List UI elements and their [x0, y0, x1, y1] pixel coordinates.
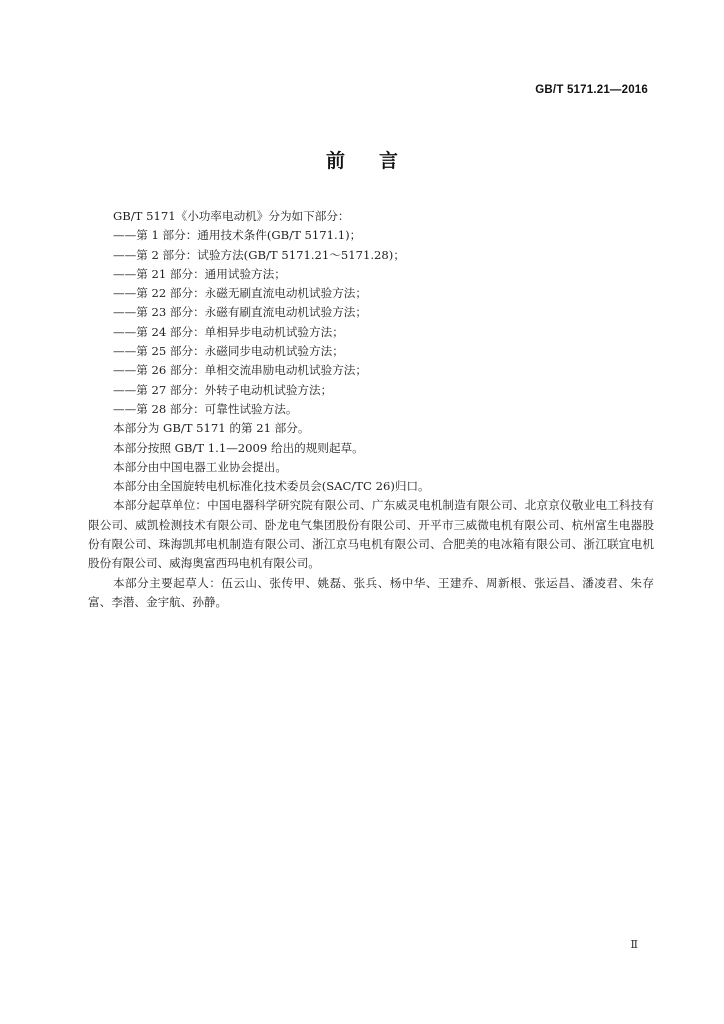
text-line: 本部分由全国旋转电机标准化技术委员会(SAC/TC 26)归口。	[113, 479, 430, 494]
text-line: ——第 21 部分：通用试验方法；	[113, 266, 286, 281]
text-line: ——第 24 部分：单相异步电动机试验方法；	[113, 324, 344, 339]
text-line: ——第 26 部分：单相交流串励电动机试验方法；	[113, 363, 367, 378]
page-title: 前言	[325, 150, 432, 172]
text-line: ——第 22 部分：永磁无刷直流电动机试验方法；	[113, 286, 367, 301]
standard-number-header: GB/T 5171.21—2016	[535, 84, 648, 96]
text-line: ——第 27 部分：外转子电动机试验方法；	[113, 382, 333, 397]
foreword-body	[88, 207, 654, 612]
text-line: ——第 2 部分：试验方法(GB/T 5171.21～5171.28)；	[113, 247, 405, 262]
text-line: 本部分为 GB/T 5171 的第 21 部分。	[113, 421, 310, 436]
drafting-units-paragraph: 本部分起草单位：中国电器科学研究院有限公司、广东威灵电机制造有限公司、北京京仪敬业电工科技有限公司、威凯检测技术有限公司、卧龙电气集团股份有限公司、开平市三威微电机有限公司、杭州富生电器股份有限公司、珠海凯邦电机制造有限公司、浙江京马电机有限公司、合肥美的电冰箱有限公司、浙江联宜电机股份有限公司、威海奥富西玛电机有限公司。	[88, 498, 654, 571]
text-line: ——第 28 部分：可靠性试验方法。	[113, 401, 298, 416]
drafters-paragraph: 本部分主要起草人：伍云山、张传甲、姚磊、张兵、杨中华、王建乔、周新根、张运昌、潘凌君、朱存富、李潜、金宇航、孙静。	[88, 575, 654, 609]
text-line: ——第 25 部分：永磁同步电动机试验方法；	[113, 344, 344, 359]
text-line: ——第 1 部分：通用技术条件(GB/T 5171.1)；	[113, 228, 362, 243]
text-line: 本部分由中国电器工业协会提出。	[113, 459, 287, 474]
text-line: ——第 23 部分：永磁有刷直流电动机试验方法；	[113, 305, 367, 320]
text-line: 本部分按照 GB/T 1.1—2009 给出的规则起草。	[113, 440, 364, 455]
page-number: Ⅱ	[630, 938, 638, 951]
text-line: GB/T 5171《小功率电动机》分为如下部分：	[113, 209, 350, 223]
